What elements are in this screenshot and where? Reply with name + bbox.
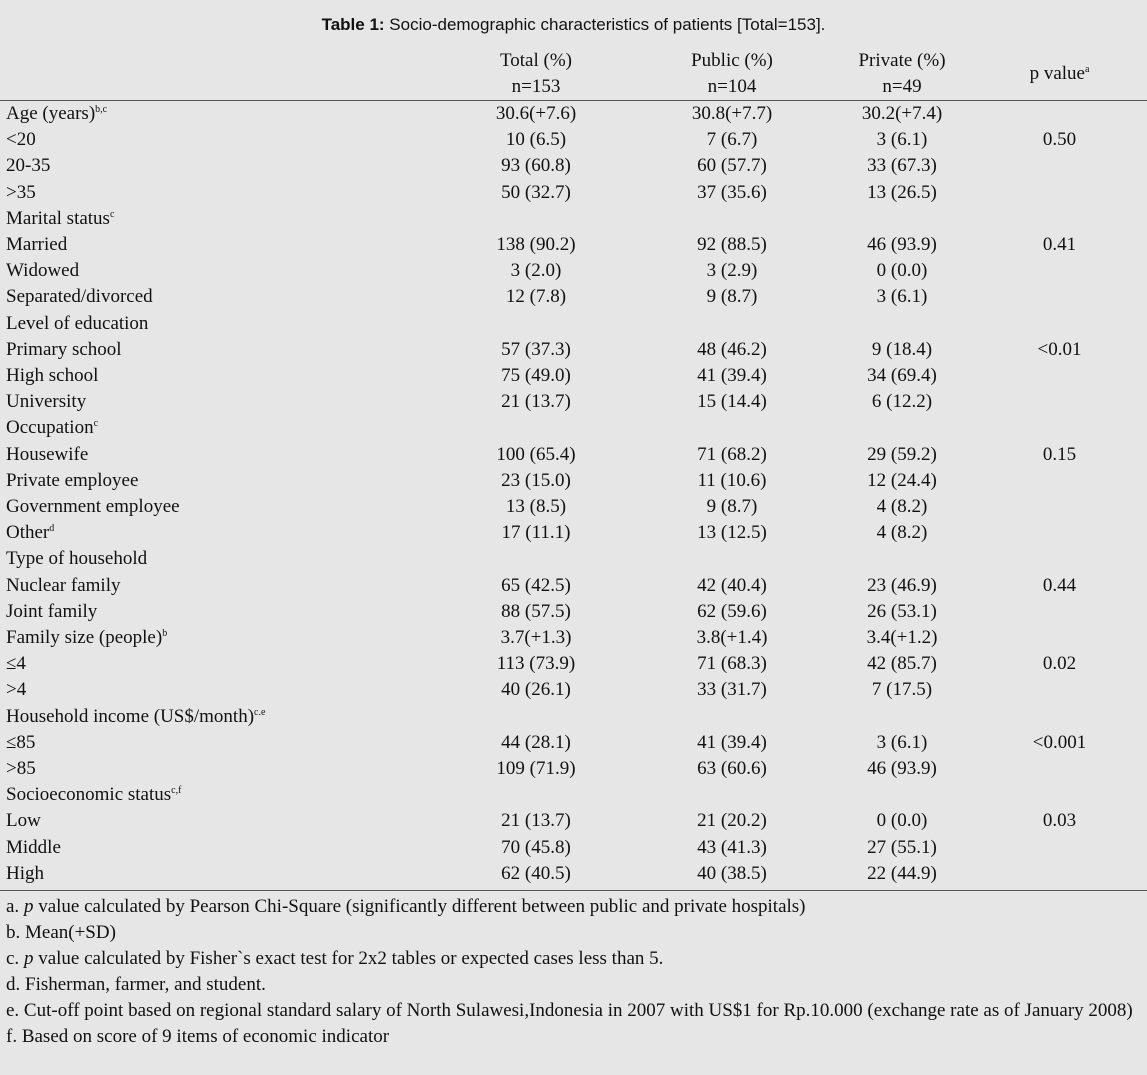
cell-total: 70 (45.8) (501, 836, 571, 858)
cell-private (832, 206, 972, 232)
table-row (0, 651, 1147, 677)
header-public: Public (%) n=104 (691, 50, 773, 97)
table-row (0, 442, 1147, 468)
table-row (0, 625, 1147, 651)
cell-private: 34 (69.4) (867, 365, 937, 387)
row-label: Other$^d$ (6, 522, 55, 544)
cell-public: 13 (12.5) (697, 522, 767, 544)
cell-public: 71 (68.3) (697, 653, 767, 675)
cell-private: 0 (0.0) (876, 260, 928, 282)
row-label: Age (years)$^{b,c}$ (6, 103, 108, 124)
cell-public: 11 (10.6) (697, 469, 767, 491)
cell-pvalue (972, 415, 1147, 441)
cell-private: 26 (53.1) (867, 600, 937, 622)
cell-public: 60 (57.7) (697, 155, 767, 177)
table-row (0, 599, 1147, 625)
row-label: Family size (people)$^b$ (6, 627, 168, 649)
footnotes (6, 894, 1136, 1050)
cell-total: 93 (60.8) (501, 155, 571, 177)
cell-total: 23 (15.0) (501, 469, 571, 491)
cell-total: 3 (2.0) (510, 260, 562, 282)
cell-pvalue: <0.001 (1032, 731, 1087, 753)
row-label: ≤4 (6, 653, 26, 675)
table-row (0, 180, 1147, 206)
cell-private: 46 (93.9) (867, 234, 937, 256)
cell-total: 17 (11.1) (501, 522, 571, 544)
cell-private (832, 782, 972, 808)
table-row (0, 782, 1147, 808)
table-row (0, 808, 1147, 834)
table-caption: Socio-demographic characteristics of patients [Total=153]. (384, 15, 826, 34)
cell-pvalue (972, 677, 1147, 703)
cell-pvalue (972, 311, 1147, 337)
footnote-marker: c (109, 208, 115, 220)
header-total: Total (%) n=153 (499, 50, 572, 97)
cell-pvalue (972, 468, 1147, 494)
footnote: a. p value calculated by Pearson Chi-Square (significantly different between public and private hospitals) (6, 896, 806, 917)
table-row (0, 835, 1147, 861)
table-row (0, 232, 1147, 258)
cell-public: 30.8(+7.7) (691, 103, 773, 124)
cell-private: 3.4(+1.2) (866, 627, 938, 649)
table-row (0, 494, 1147, 520)
cell-pvalue (972, 625, 1147, 651)
footnote: d. Fisherman, farmer, and student. (6, 974, 266, 995)
cell-pvalue (972, 835, 1147, 861)
row-label: Separated/divorced (6, 286, 153, 308)
cell-private: 7 (17.5) (871, 679, 933, 701)
cell-pvalue (972, 520, 1147, 546)
cell-public (632, 782, 832, 808)
table-row (0, 520, 1147, 546)
table-row (0, 127, 1147, 153)
row-label: >4 (6, 679, 27, 701)
row-label: Widowed (6, 260, 80, 282)
demographics-table (0, 48, 1147, 887)
cell-private: 9 (18.4) (871, 338, 933, 360)
cell-public: 33 (31.7) (697, 679, 767, 701)
cell-total: 109 (71.9) (496, 758, 576, 780)
cell-private: 29 (59.2) (867, 443, 937, 465)
cell-pvalue: 0.15 (1042, 443, 1077, 465)
cell-total: 3.7(+1.3) (500, 627, 572, 649)
cell-pvalue (972, 546, 1147, 572)
cell-private (832, 546, 972, 572)
cell-total: 57 (37.3) (501, 338, 571, 360)
cell-pvalue (972, 363, 1147, 389)
cell-pvalue (972, 206, 1147, 232)
cell-public (632, 415, 832, 441)
cell-public: 9 (8.7) (706, 286, 758, 308)
cell-private: 4 (8.2) (876, 522, 928, 544)
table-row (0, 153, 1147, 179)
cell-public: 40 (38.5) (697, 862, 767, 884)
table-row (0, 756, 1147, 782)
cell-total: 30.6(+7.6) (495, 103, 577, 124)
row-label: >85 (6, 758, 36, 780)
cell-private: 33 (67.3) (867, 155, 937, 177)
cell-total: 10 (6.5) (505, 129, 567, 151)
header-row (0, 48, 1147, 101)
cell-public (632, 311, 832, 337)
row-label: Joint family (6, 600, 98, 622)
row-label: Primary school (6, 338, 122, 360)
row-label: Middle (6, 836, 61, 858)
cell-public: 48 (46.2) (697, 338, 767, 360)
table-row (0, 284, 1147, 310)
table-title (0, 14, 1147, 36)
table-bottom-rule (0, 890, 1147, 891)
row-label: Type of household (6, 548, 148, 570)
cell-public: 41 (39.4) (697, 731, 767, 753)
row-label: Housewife (6, 443, 89, 465)
cell-public: 92 (88.5) (697, 234, 767, 256)
footnote-marker: b,c (95, 104, 108, 115)
cell-pvalue (972, 101, 1147, 128)
cell-total (440, 546, 632, 572)
cell-pvalue (972, 599, 1147, 625)
footnote: e. Cut-off point based on regional standard salary of North Sulawesi,Indonesia in 2007 with US$1 for Rp.10.000 (exchange rate as of January 2008) (6, 1000, 1133, 1021)
cell-total: 44 (28.1) (501, 731, 571, 753)
cell-pvalue: 0.44 (1042, 574, 1077, 596)
cell-private: 30.2(+7.4) (861, 103, 943, 124)
cell-private: 3 (6.1) (876, 731, 928, 753)
row-label: Level of education (6, 312, 149, 334)
cell-public (632, 546, 832, 572)
cell-public: 3.8(+1.4) (696, 627, 768, 649)
footnote-marker: c,f (171, 785, 182, 797)
cell-total: 50 (32.7) (501, 181, 571, 203)
footnote-marker: b (162, 628, 168, 640)
footnote-marker: c.e (254, 706, 266, 718)
table-row (0, 704, 1147, 730)
cell-total: 88 (57.5) (501, 600, 571, 622)
cell-private: 4 (8.2) (876, 496, 928, 518)
row-label: ≤85 (6, 731, 36, 753)
cell-total (440, 311, 632, 337)
cell-private (832, 311, 972, 337)
table-row (0, 389, 1147, 415)
cell-total: 100 (65.4) (496, 443, 576, 465)
cell-private: 3 (6.1) (876, 129, 928, 151)
cell-pvalue: 0.41 (1042, 234, 1077, 256)
footnote-marker: d (49, 523, 55, 535)
cell-private (832, 704, 972, 730)
footnote: b. Mean(+SD) (6, 922, 116, 943)
cell-pvalue (972, 756, 1147, 782)
cell-private: 3 (6.1) (876, 286, 928, 308)
cell-public: 63 (60.6) (697, 758, 767, 780)
cell-public: 21 (20.2) (697, 810, 767, 832)
header-blank (0, 48, 440, 101)
cell-total: 65 (42.5) (501, 574, 571, 596)
cell-private: 12 (24.4) (867, 469, 937, 491)
cell-total (440, 415, 632, 441)
cell-pvalue: <0.01 (1037, 338, 1082, 360)
row-label: Low (6, 810, 41, 832)
cell-private: 22 (44.9) (867, 862, 937, 884)
cell-total: 113 (73.9) (496, 653, 576, 675)
cell-private: 27 (55.1) (867, 836, 937, 858)
row-label: Occupation$^c$ (6, 417, 99, 439)
row-label: Household income (US$/month)$^{c.e}$ (6, 705, 266, 727)
table-number: Table 1: (321, 15, 385, 34)
cell-pvalue (972, 494, 1147, 520)
cell-public: 15 (14.4) (697, 391, 767, 413)
cell-public: 42 (40.4) (697, 574, 767, 596)
row-label: Government employee (6, 496, 180, 518)
footnote: f. Based on score of 9 items of economic indicator (6, 1026, 390, 1047)
cell-total: 62 (40.5) (501, 862, 571, 884)
table-row (0, 546, 1147, 572)
cell-pvalue: 0.03 (1042, 810, 1077, 832)
cell-public: 71 (68.2) (697, 443, 767, 465)
table-row (0, 730, 1147, 756)
row-label: High (6, 862, 44, 884)
row-label: >35 (6, 181, 36, 203)
cell-pvalue (972, 389, 1147, 415)
table-row (0, 573, 1147, 599)
row-label: Married (6, 234, 68, 256)
row-label: Marital status$^c$ (6, 207, 115, 229)
cell-private: 46 (93.9) (867, 758, 937, 780)
cell-public (632, 206, 832, 232)
cell-pvalue: 0.02 (1042, 653, 1077, 675)
table-row (0, 677, 1147, 703)
table-row (0, 861, 1147, 887)
row-label: Nuclear family (6, 574, 121, 596)
cell-private (832, 415, 972, 441)
row-label: High school (6, 365, 99, 387)
cell-pvalue: 0.50 (1042, 129, 1077, 151)
header-private: Private (%) n=49 (858, 50, 946, 97)
cell-public: 37 (35.6) (697, 181, 767, 203)
cell-pvalue (972, 782, 1147, 808)
table-row (0, 258, 1147, 284)
cell-total: 12 (7.8) (505, 286, 567, 308)
row-label: 20-35 (6, 155, 51, 177)
cell-public: 3 (2.9) (706, 260, 758, 282)
table-row (0, 415, 1147, 441)
row-label: Private employee (6, 469, 139, 491)
cell-public: 62 (59.6) (697, 600, 767, 622)
cell-total: 138 (90.2) (496, 234, 576, 256)
cell-total (440, 782, 632, 808)
cell-total: 21 (13.7) (501, 810, 571, 832)
cell-private: 42 (85.7) (867, 653, 937, 675)
cell-public: 9 (8.7) (706, 496, 758, 518)
cell-pvalue (972, 153, 1147, 179)
cell-public (632, 704, 832, 730)
cell-public: 41 (39.4) (697, 365, 767, 387)
cell-private: 23 (46.9) (867, 574, 937, 596)
cell-pvalue (972, 704, 1147, 730)
row-label: Socioeconomic status$^{c,f}$ (6, 784, 182, 806)
table-row (0, 337, 1147, 363)
cell-public: 7 (6.7) (706, 129, 758, 151)
cell-total: 13 (8.5) (505, 496, 567, 518)
cell-total: 75 (49.0) (501, 365, 571, 387)
row-label: University (6, 391, 87, 413)
cell-pvalue (972, 258, 1147, 284)
cell-private: 0 (0.0) (876, 810, 928, 832)
table-row (0, 206, 1147, 232)
cell-total: 21 (13.7) (501, 391, 571, 413)
table-row (0, 468, 1147, 494)
cell-pvalue (972, 861, 1147, 887)
cell-total (440, 704, 632, 730)
cell-pvalue (972, 180, 1147, 206)
cell-private: 13 (26.5) (867, 181, 937, 203)
cell-public: 43 (41.3) (697, 836, 767, 858)
table-row (0, 363, 1147, 389)
cell-total (440, 206, 632, 232)
footnote-marker: c (93, 418, 99, 430)
cell-private: 6 (12.2) (871, 391, 933, 413)
table-row (0, 101, 1147, 128)
cell-total: 40 (26.1) (501, 679, 571, 701)
cell-pvalue (972, 284, 1147, 310)
footnote: c. p value calculated by Fisher`s exact test for 2x2 tables or expected cases less than 5. (6, 948, 664, 969)
table-row (0, 311, 1147, 337)
header-pvalue: p value$^a$ (1029, 63, 1090, 84)
table-body (0, 101, 1147, 888)
row-label: <20 (6, 129, 36, 151)
